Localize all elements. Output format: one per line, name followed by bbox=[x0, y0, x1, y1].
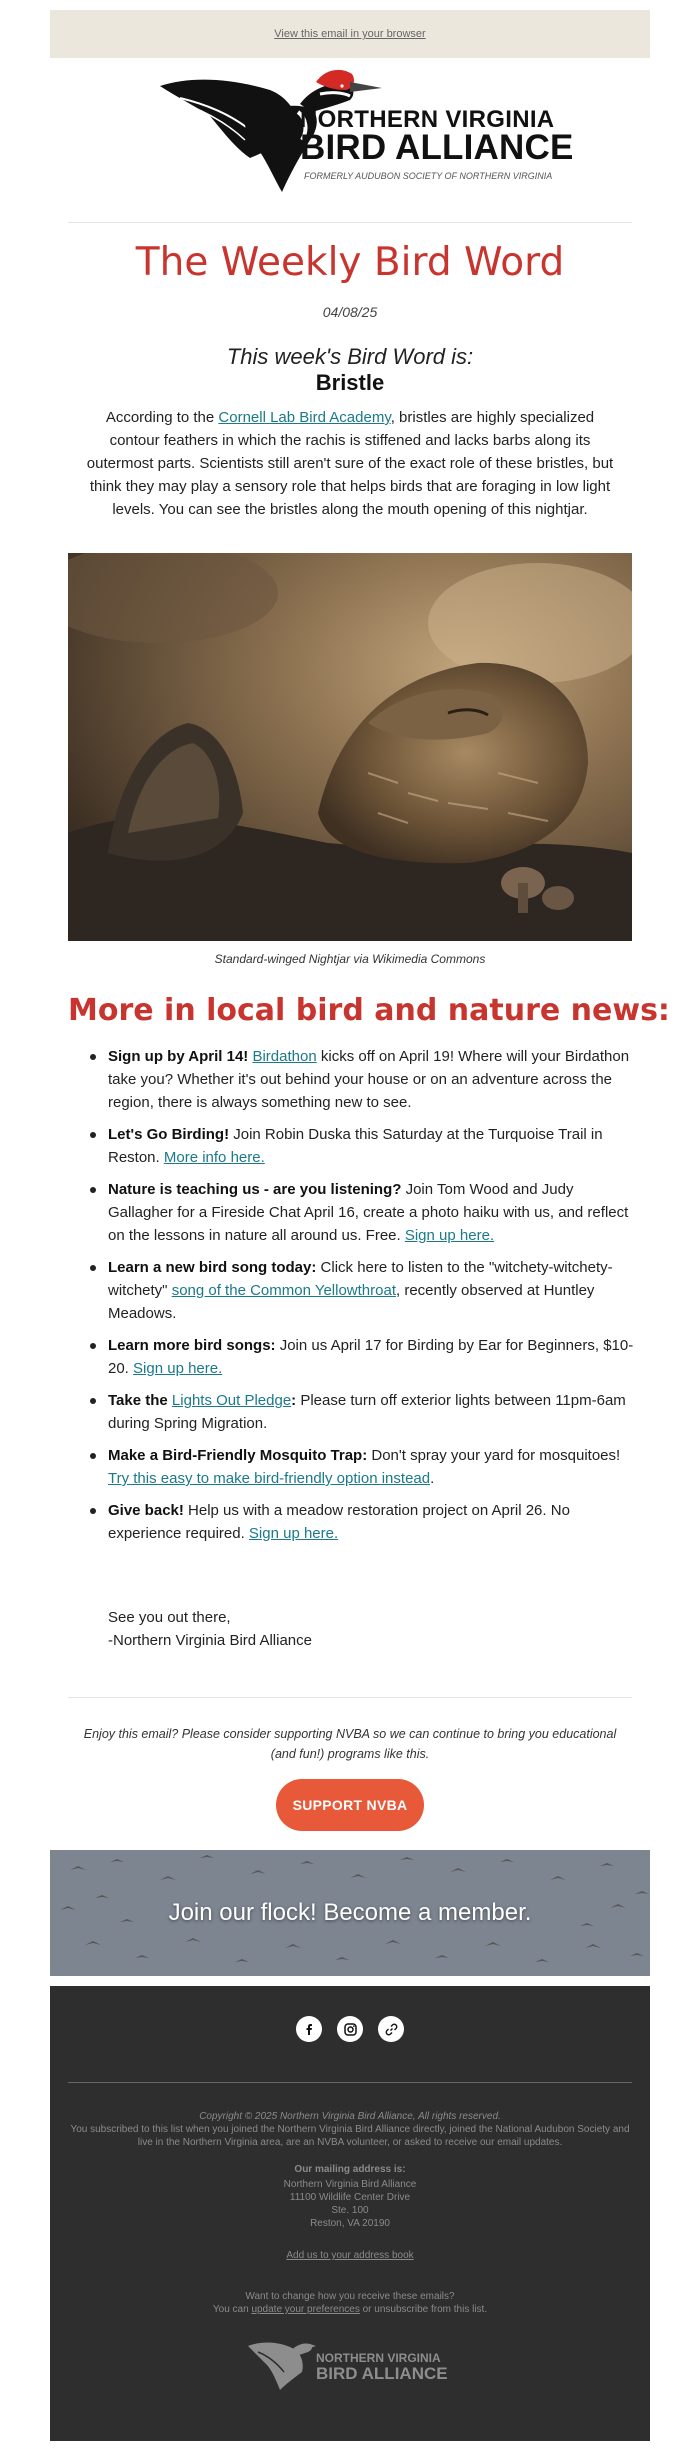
preferences-text bbox=[50, 2290, 650, 2316]
address-line: Ste. 100 bbox=[331, 2205, 369, 2216]
list-item bbox=[86, 1389, 636, 1435]
address-line: Reston, VA 20190 bbox=[310, 2218, 390, 2229]
footer-logo bbox=[246, 2336, 456, 2398]
item-text: Help us with a meadow restoration project on April 26. No experience required. bbox=[108, 1502, 570, 1542]
list-item bbox=[86, 1444, 636, 1490]
link-icon[interactable] bbox=[378, 2016, 404, 2042]
mailing-address-heading: Our mailing address is: bbox=[294, 2164, 406, 2175]
address-line: Northern Virginia Bird Alliance bbox=[283, 2179, 417, 2190]
change-line bbox=[50, 2303, 650, 2316]
nvba-logo[interactable] bbox=[150, 68, 574, 198]
item-text: . bbox=[430, 1470, 435, 1487]
subscription-reason: You subscribed to this list when you joined the Northern Virginia Bird Alliance directly, joined the National Audubon Society and live in the Northern Virginia area, are an NVBA volunteer, or asked to receive our email updates. bbox=[70, 2124, 630, 2148]
item-bold: Sign up by April 14! bbox=[108, 1048, 249, 1065]
signoff bbox=[108, 1606, 312, 1652]
item-text: kicks off on April 19! Where will your Birdathon take you? Whether it's out behind your house or on an adventure across the region, there is always something new to see. bbox=[108, 1048, 630, 1111]
item-bold: Make a Bird-Friendly Mosquito Trap: bbox=[108, 1447, 368, 1464]
logo-line-3: FORMERLY AUDUBON SOCIETY OF NORTHERN VIRGINIA bbox=[304, 171, 553, 181]
footer-legal bbox=[70, 2110, 630, 2149]
bird-word-description bbox=[80, 406, 620, 521]
logo-line-2: BIRD ALLIANCE bbox=[300, 128, 574, 167]
list-item bbox=[86, 1045, 636, 1114]
yellowthroat-song-link[interactable]: song of the Common Yellowthroat bbox=[171, 1282, 396, 1299]
change-text: or unsubscribe from this list. bbox=[359, 2304, 488, 2315]
membership-text: Join our flock! Become a member. bbox=[168, 1899, 532, 1926]
footer-logo-line-1: NORTHERN VIRGINIA bbox=[316, 2351, 441, 2365]
cornell-lab-link[interactable]: Cornell Lab Bird Academy bbox=[218, 409, 391, 426]
item-text: Click here to listen to the "witchety-witchety-witchety" bbox=[108, 1259, 613, 1299]
list-item bbox=[86, 1499, 636, 1545]
membership-banner[interactable] bbox=[50, 1850, 650, 1976]
item-bold: Let's Go Birding! bbox=[108, 1126, 230, 1143]
mailing-address bbox=[50, 2178, 650, 2230]
list-item bbox=[86, 1123, 636, 1169]
update-preferences-link[interactable]: update your preferences bbox=[251, 2304, 360, 2315]
newsletter-title: The Weekly Bird Word bbox=[135, 240, 565, 285]
fireside-signup-link[interactable]: Sign up here. bbox=[404, 1227, 495, 1244]
item-text: Don't spray your yard for mosquitoes! bbox=[367, 1447, 621, 1464]
footer bbox=[50, 1986, 650, 2441]
change-question: Want to change how you receive these emails? bbox=[245, 2291, 455, 2302]
change-text: You can bbox=[212, 2304, 252, 2315]
footer-divider bbox=[68, 2082, 632, 2083]
item-text: Please turn off exterior lights between 11pm-6am during Spring Migration. bbox=[108, 1392, 626, 1432]
item-bold: : bbox=[291, 1392, 297, 1409]
nightjar-photo bbox=[68, 553, 632, 941]
instagram-icon[interactable] bbox=[337, 2016, 363, 2042]
issue-date: 04/08/25 bbox=[322, 304, 378, 320]
support-nvba-button[interactable]: SUPPORT NVBA bbox=[276, 1779, 424, 1831]
bird-word-intro: This week's Bird Word is: bbox=[226, 344, 474, 369]
news-list bbox=[86, 1045, 636, 1554]
address-line: 11100 Wildlife Center Drive bbox=[289, 2192, 411, 2203]
item-text: Join Robin Duska this Saturday at the Turquoise Trail in Reston. bbox=[108, 1126, 603, 1166]
item-text: , recently observed at Huntley Meadows. bbox=[108, 1282, 595, 1322]
mosquito-trap-link[interactable]: Try this easy to make bird-friendly option instead bbox=[108, 1470, 431, 1487]
signoff-line-2: -Northern Virginia Bird Alliance bbox=[108, 1632, 312, 1649]
footer-logo-line-2: BIRD ALLIANCE bbox=[316, 2364, 448, 2383]
facebook-icon[interactable] bbox=[296, 2016, 322, 2042]
birding-by-ear-signup-link[interactable]: Sign up here. bbox=[133, 1360, 223, 1377]
news-heading: More in local bird and nature news: bbox=[68, 993, 670, 1028]
divider bbox=[68, 222, 632, 223]
meadow-restoration-signup-link[interactable]: Sign up here. bbox=[248, 1525, 339, 1542]
copyright-text: Copyright © 2025 Northern Virginia Bird Alliance, All rights reserved. bbox=[199, 2111, 501, 2122]
item-bold: Give back! bbox=[108, 1502, 184, 1519]
list-item bbox=[86, 1334, 636, 1380]
divider bbox=[68, 1697, 632, 1698]
more-info-link[interactable]: More info here. bbox=[163, 1149, 265, 1166]
list-item bbox=[86, 1178, 636, 1247]
item-bold: Nature is teaching us - are you listening? bbox=[108, 1181, 402, 1198]
view-in-browser-link[interactable]: View this email in your browser bbox=[274, 28, 426, 40]
description-text: According to the bbox=[105, 409, 219, 426]
item-bold: Learn more bird songs: bbox=[108, 1337, 276, 1354]
list-item bbox=[86, 1256, 636, 1325]
item-text: Join Tom Wood and Judy Gallagher for a Fireside Chat April 16, create a photo haiku with us, and reflect on the lessons in nature all around us. Free. bbox=[108, 1181, 629, 1244]
birdathon-link[interactable]: Birdathon bbox=[252, 1048, 317, 1065]
bird-word-term: Bristle bbox=[315, 370, 385, 395]
item-bold: Learn a new bird song today: bbox=[108, 1259, 317, 1276]
logo-line-1: NORTHERN VIRGINIA bbox=[300, 106, 555, 133]
item-bold: Take the bbox=[108, 1392, 172, 1409]
preheader-bar bbox=[50, 10, 650, 58]
address-book-row bbox=[50, 2250, 650, 2261]
photo-caption: Standard-winged Nightjar via Wikimedia Commons bbox=[214, 952, 486, 966]
woodpecker-footer-icon bbox=[246, 2336, 316, 2398]
description-text: , bristles are highly specialized contour feathers in which the rachis is stiffened and lacks barbs along its outermost parts. Scientists still aren't sure of the exact role of these bristles, but think they may play a sensory role that helps birds that are foraging in low light levels. You can see the bristles along the mouth opening of this nightjar. bbox=[86, 409, 614, 518]
signoff-line-1: See you out there, bbox=[108, 1609, 231, 1626]
item-text: Join us April 17 for Birding by Ear for Beginners, $10-20. bbox=[108, 1337, 634, 1377]
support-text: Enjoy this email? Please consider supporting NVBA so we can continue to bring you educational (and fun!) programs like this. bbox=[83, 1727, 617, 1761]
lights-out-pledge-link[interactable]: Lights Out Pledge bbox=[171, 1392, 292, 1409]
add-to-address-book-link[interactable]: Add us to your address book bbox=[286, 2250, 414, 2261]
